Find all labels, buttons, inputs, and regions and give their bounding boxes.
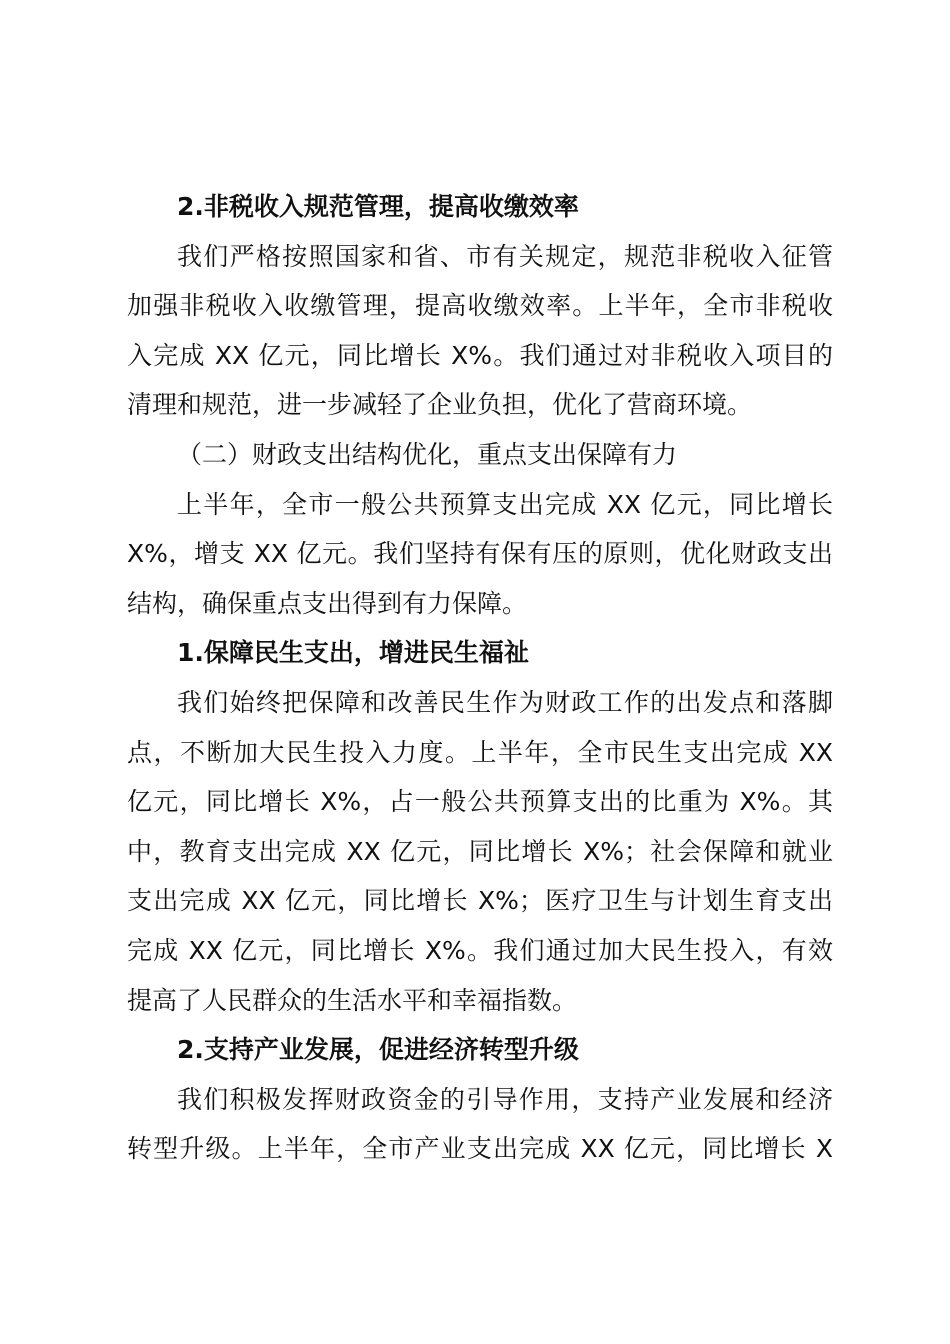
paragraph-line: 转型升级。上半年，全市产业支出完成 XX 亿元，同比增长 X xyxy=(127,1134,833,1164)
paragraph-line: 支出完成 XX 亿元，同比增长 X%；医疗卫生与计划生育支出 xyxy=(127,886,833,916)
paragraph-line: 中，教育支出完成 XX 亿元，同比增长 X%；社会保障和就业 xyxy=(127,836,833,866)
document-page xyxy=(127,182,833,1174)
section-heading-industry: 2.支持产业发展，促进经济转型升级 xyxy=(177,1035,579,1065)
paragraph-line: 提高了人民群众的生活水平和幸福指数。 xyxy=(127,985,578,1015)
paragraph-line: 完成 XX 亿元，同比增长 X%。我们通过加大民生投入，有效 xyxy=(127,935,833,965)
paragraph-line: X%，增支 XX 亿元。我们坚持有保有压的原则，优化财政支出 xyxy=(127,539,833,569)
section-subheading-expenditure: （二）财政支出结构优化，重点支出保障有力 xyxy=(177,439,678,469)
paragraph-line: 我们严格按照国家和省、市有关规定，规范非税收入征管 xyxy=(177,241,833,271)
paragraph-line: 入完成 XX 亿元，同比增长 X%。我们通过对非税收入项目的 xyxy=(127,340,833,370)
paragraph-line: 上半年，全市一般公共预算支出完成 XX 亿元，同比增长 xyxy=(177,489,833,519)
paragraph-line: 点，不断加大民生投入力度。上半年，全市民生支出完成 XX xyxy=(127,737,833,767)
paragraph-line: 我们积极发挥财政资金的引导作用，支持产业发展和经济 xyxy=(177,1084,833,1114)
section-heading-livelihood: 1.保障民生支出，增进民生福祉 xyxy=(177,638,529,668)
paragraph-line: 清理和规范，进一步减轻了企业负担，优化了营商环境。 xyxy=(127,390,753,420)
section-heading-non-tax: 2.非税收入规范管理，提高收缴效率 xyxy=(177,192,579,221)
paragraph-line: 我们始终把保障和改善民生作为财政工作的出发点和落脚 xyxy=(177,687,833,717)
paragraph-line: 亿元，同比增长 X%，占一般公共预算支出的比重为 X%。其 xyxy=(127,787,833,817)
paragraph-line: 加强非税收入收缴管理，提高收缴效率。上半年，全市非税收 xyxy=(127,291,833,321)
paragraph-line: 结构，确保重点支出得到有力保障。 xyxy=(127,588,528,618)
